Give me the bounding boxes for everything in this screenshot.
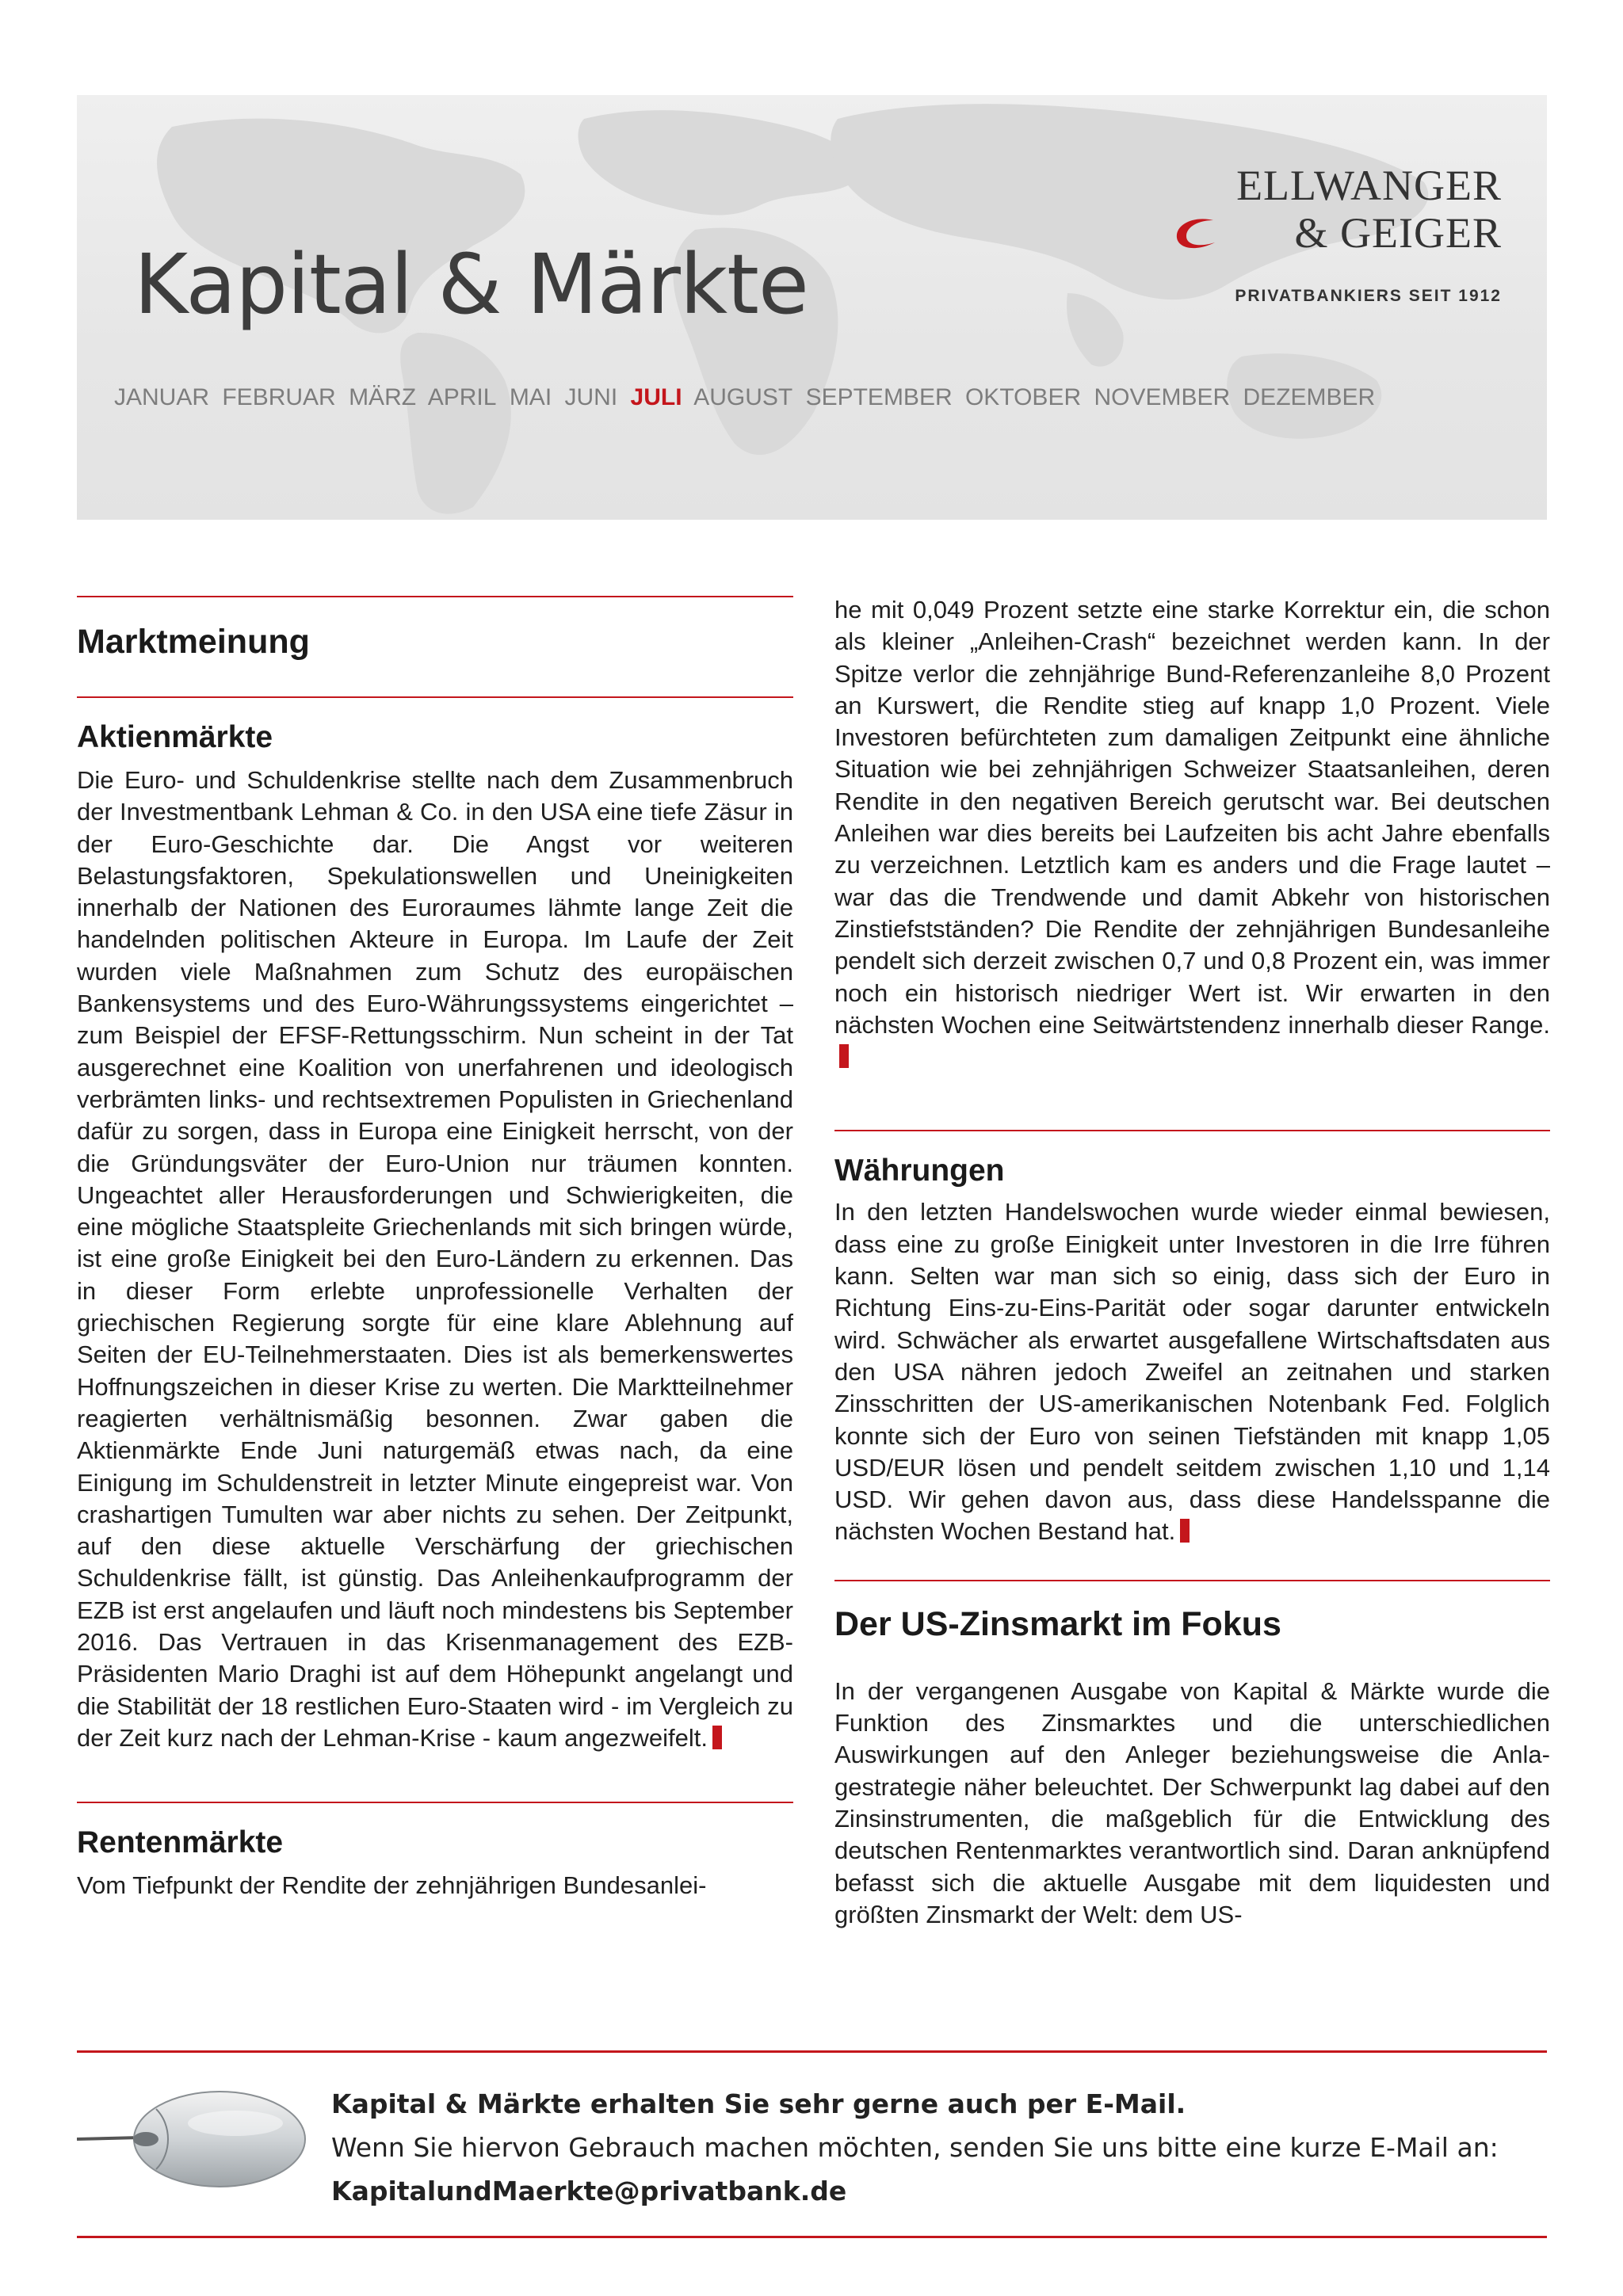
month-item: AUGUST <box>693 384 793 410</box>
month-item: MAI <box>509 384 552 410</box>
month-item: DEZEMBER <box>1243 384 1376 410</box>
month-index <box>114 384 1381 411</box>
end-of-article-mark <box>1180 1519 1190 1543</box>
month-item: FEBRUAR <box>222 384 336 410</box>
rentenmaerkte-text-start: Vom Tiefpunkt der Rendite der zehnjährigen Bundesanlei- <box>77 1871 707 1900</box>
computer-mouse-icon <box>77 2077 307 2196</box>
section-title-marktmeinung: Marktmeinung <box>77 623 310 661</box>
month-item: JANUAR <box>114 384 210 410</box>
aktienmaerkte-text: Die Euro- und Schuldenkrise stellte nach dem Zusammenbruch der Investmentbank Lehman & Co. in den USA eine tiefe Zäsur in der Euro-Geschichte dar. Die Angst vor weiteren Belastungsfaktoren, Spekulationswellen und Uneinigkeiten innerhalb der Nationen des Euroraumes lähmte lange Zeit die handelnden politischen Akteure in Europa. Im Laufe der Zeit wurden viele Maßnahmen zum Schutz des europäischen Bankensystems und des Euro-Währungssystems eingerichtet – zum Beispiel der EFSF-Rettungsschirm. Nun scheint in der Tat ausgerechnet eine Koalition von unerfahrenen und ideologisch verbrämten links- und rechtsextremen Populisten in Griechenland dafür zu sorgen, dass in Europa eine Einigkeit herrscht, von der die Gründungsväter der Euro-Union nur träumen konnten. Ungeachtet aller Herausforderungen und Schwierigkeiten, die eine mögliche Staatspleite Griechenlands mit sich bringen würde, ist eine große Einigkeit bei den Euro-Ländern zu erkennen. Das in dieser Form erlebte unprofessionelle Verhalten der griechischen Regierung sorgte für eine klare Ablehnung auf Seiten der EU-Teilnehmerstaaten. Dies ist als bemerkenswertes Hoffnungszeichen in dieser Krise zu werten. Die Marktteilnehmer reagierten verhältnismäßig besonnen. Zwar gaben die Aktienmärkte Ende Juni naturgemäß etwas nach, da eine Einigung im Schuldenstreit in letzter Minute eingepreist war. Von crashartigen Tumulten war aber nichts zu sehen. Der Zeitpunkt, auf den diese aktuelle Verschärfung der griechischen Schuldenkrise fällt, ist günstig. Das Anleihenkaufprogramm der EZB ist erst angelaufen und läuft noch mindestens bis September 2016. Das Vertrauen in das Krisenmanagement des EZB-Präsidenten Mario Draghi ist auf dem Höhepunkt angelangt und die Stabilität der 18 restlichen Euro-Staaten wird - im Vergleich zu der Zeit kurz nach der Lehman-Krise - kaum angezweifelt. <box>77 766 793 1752</box>
heading-us-zinsmarkt: Der US-Zinsmarkt im Fokus <box>834 1604 1281 1643</box>
newsletter-promo <box>331 2082 1499 2213</box>
logo-swoosh-icon <box>1169 209 1232 257</box>
section-divider <box>834 1580 1550 1581</box>
section-divider <box>834 1130 1550 1131</box>
waehrungen-article <box>834 1196 1550 1547</box>
email-link[interactable]: KapitalundMaerkte@privatbank.de <box>331 2176 847 2206</box>
logo-line-2-text: & GEIGER <box>1294 209 1502 257</box>
logo-tagline: PRIVATBANKIERS SEIT 1912 <box>1235 287 1502 305</box>
section-divider <box>77 1802 793 1803</box>
month-item: MÄRZ <box>349 384 417 410</box>
heading-aktienmaerkte: Aktienmärkte <box>77 720 273 754</box>
footer-divider <box>77 2236 1547 2238</box>
bank-logo <box>1169 162 1502 306</box>
masthead <box>77 95 1547 520</box>
end-of-article-mark <box>839 1044 849 1068</box>
month-item-active: JULI <box>630 384 682 410</box>
month-item: SEPTEMBER <box>805 384 953 410</box>
heading-rentenmaerkte: Rentenmärkte <box>77 1825 284 1860</box>
us-zinsmarkt-text: In der vergangenen Ausgabe von Kapital & Märkte wurde die Funktion des Zinsmarktes und die unterschiedlichen Auswirkungen auf den Anleger beziehungsweise die Anlagestrategie näher beleuchtet. Der Schwerpunkt lag dabei auf den Zinsinstrumenten, die maßgeblich für die Entwicklung des deutschen Rentenmarktes verantwortlich sind. Daran anknüpfend befasst sich die aktuelle Ausgabe mit dem liquidesten und größten Zinsmarkt der Welt: dem US- <box>834 1676 1550 1928</box>
month-item: OKTOBER <box>964 384 1082 410</box>
footer-divider <box>77 2050 1547 2053</box>
section-divider <box>77 696 793 698</box>
publication-title: Kapital & Märkte <box>134 236 808 333</box>
promo-headline: Kapital & Märkte erhalten Sie sehr gerne auch per E-Mail. <box>331 2088 1186 2119</box>
rentenmaerkte-text-cont: he mit 0,049 Prozent setzte eine starke Korrektur ein, die schon als kleiner „Anleihen-Crash“ bezeichnet werden kann. In der Spitze verlor die zehnjährige Bund-Referenzanleihe 8,0 Prozent an Kurswert, die Rendite stieg auf knapp 1,0 Prozent. Viele Investoren befürchteten zum damaligen Zeitpunkt eine ähnliche Situation wie bei zehnjährigen Schweizer Staatsanleihen, deren Rendite in den negativen Bereich gerutscht war. Bei deutschen Anleihen war dies bereits bei Laufzeiten bis acht Jahre ebenfalls zu verzeichnen. Letztlich kam es anders und die Frage lautet – war das die Trendwende und damit Abkehr von historischen Zinstiefstständen? Die Rendite der zehnjährigen Bundesanleihe pendelt sich derzeit zwischen 0,7 und 0,8 Prozent ein, was immer noch ein historisch niedriger Wert ist. Wir erwarten in den nächsten Wochen eine Seitwärtstendenz innerhalb dieser Range. <box>834 596 1550 1039</box>
month-item: APRIL <box>427 384 497 410</box>
month-item: JUNI <box>564 384 618 410</box>
right-column <box>834 594 1550 1931</box>
month-item: NOVEMBER <box>1094 384 1231 410</box>
rentenmaerkte-article-cont <box>834 594 1550 1073</box>
logo-line-1: ELLWANGER <box>1236 162 1502 209</box>
end-of-article-mark <box>712 1726 722 1749</box>
logo-line-2 <box>1169 209 1502 257</box>
aktienmaerkte-article <box>77 765 793 1754</box>
heading-waehrungen: Währungen <box>834 1154 1005 1188</box>
waehrungen-text: In den letzten Handelswochen wurde wieder einmal bewiesen, dass eine zu große Einigkeit unter Investoren in die Irre führen kann. Selten war man sich so einig, dass sich der Euro in Richtung Eins-zu-Eins-Parität oder sogar darunter entwickeln wird. Schwächer als erwartet ausgefallene Wirtschaftsdaten aus den USA nähren jedoch Zweifel an zeitnahen und starken Zinsschritten der US-amerikanischen Notenbank Fed. Folglich konnte sich der Euro von seinen Tiefständen mit knapp 1,05 USD/EUR lösen und pendelt seitdem zwischen 1,10 und 1,14 USD. Wir gehen davon aus, dass diese Handelsspanne die nächsten Wochen Bestand hat. <box>834 1198 1550 1546</box>
promo-text: Wenn Sie hiervon Gebrauch machen möchten, senden Sie uns bitte eine kurze E-Mail an: <box>331 2132 1499 2163</box>
section-divider <box>77 596 793 597</box>
left-column <box>77 596 793 1902</box>
